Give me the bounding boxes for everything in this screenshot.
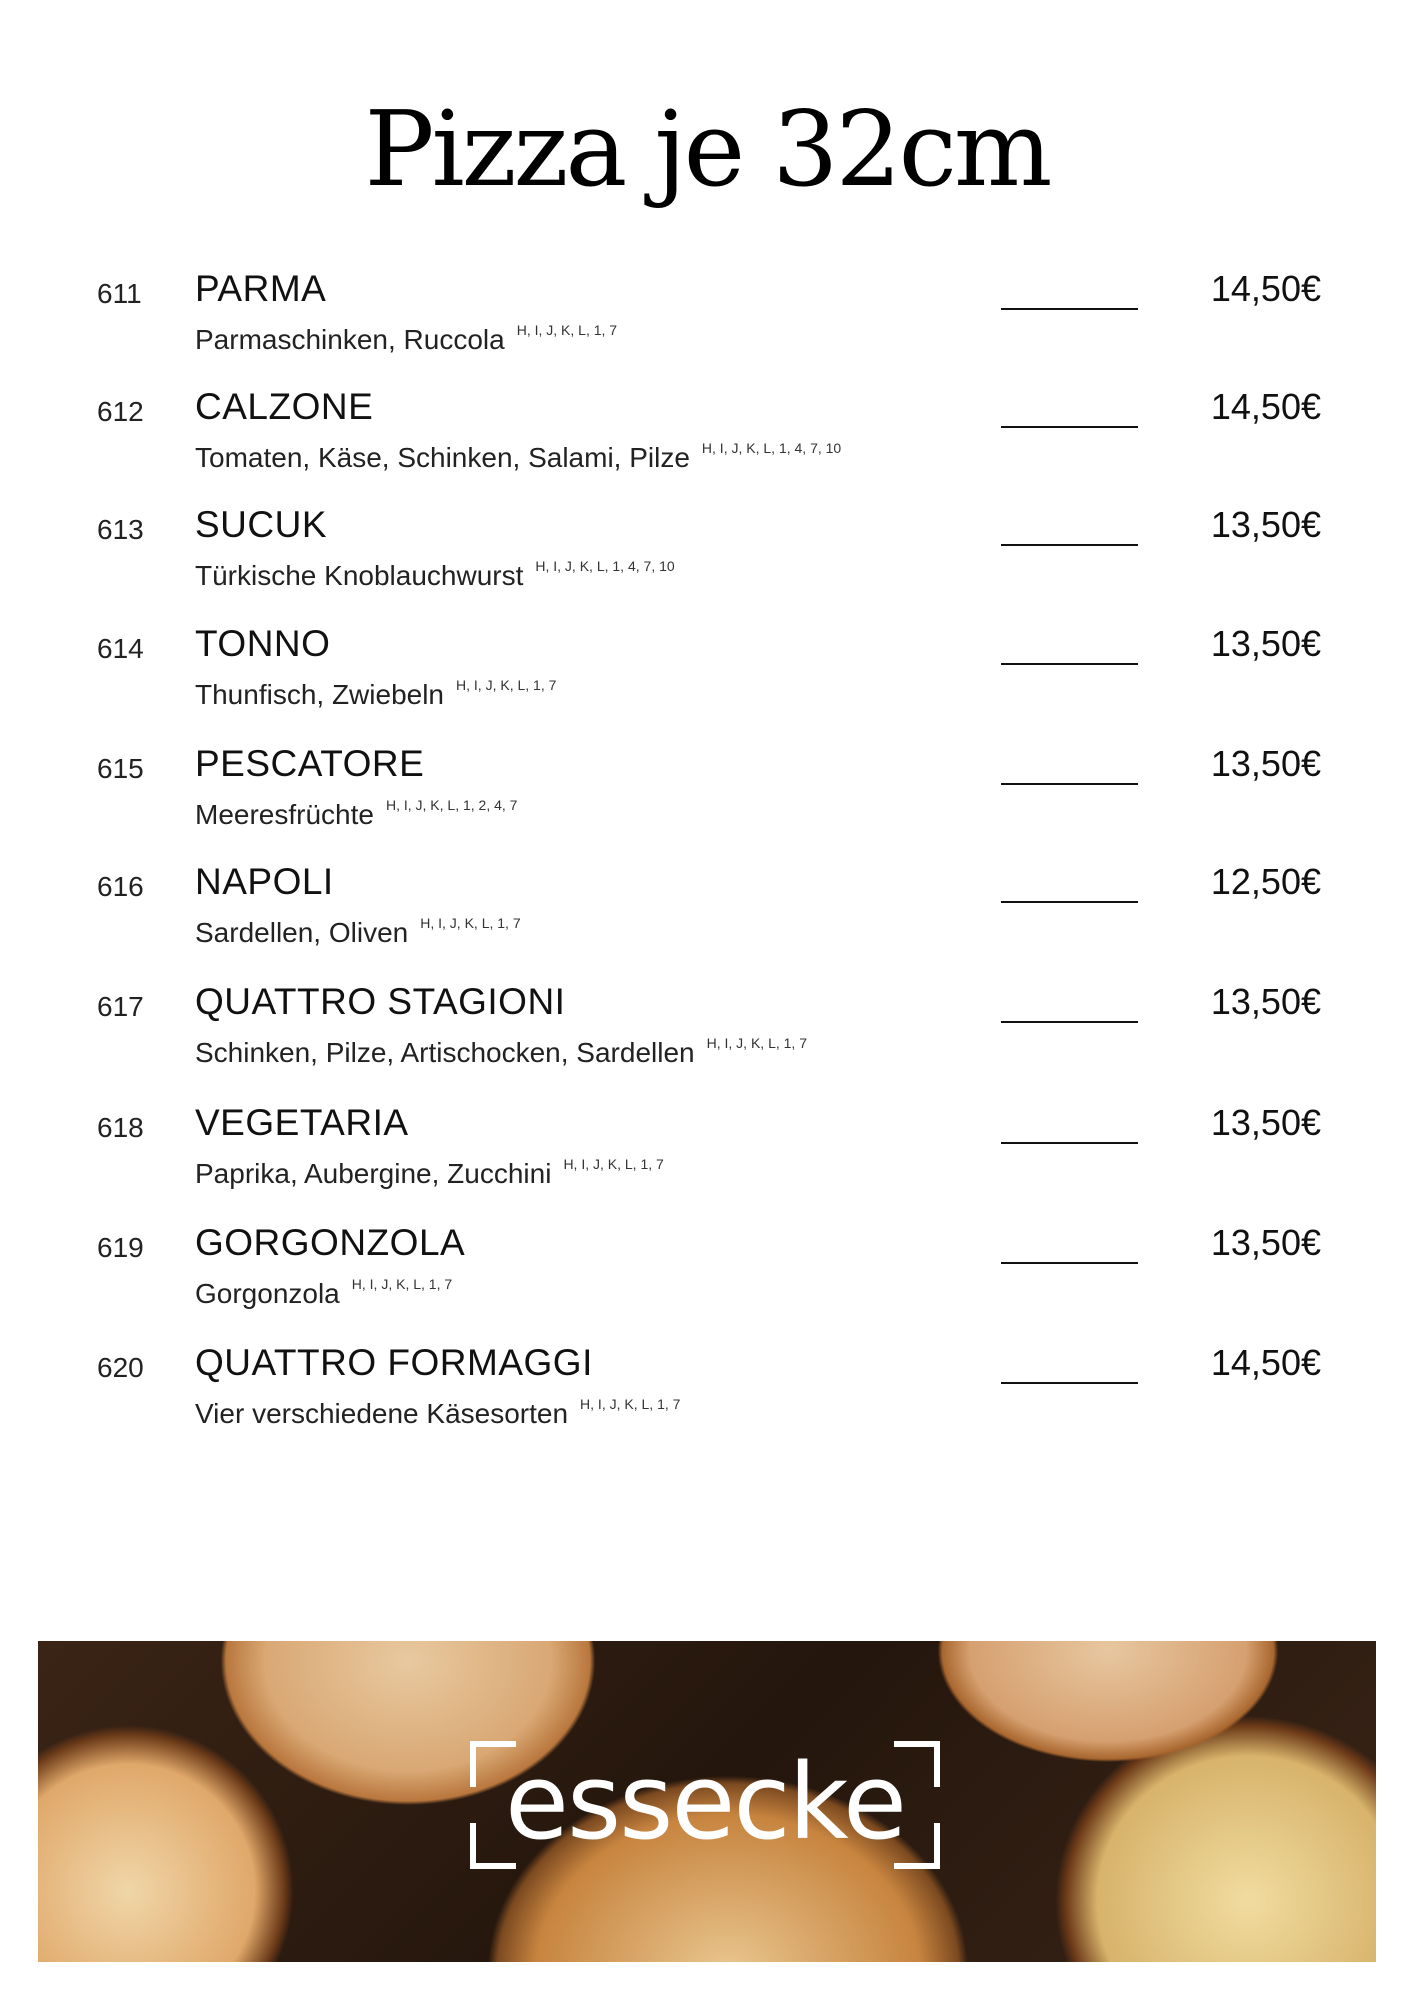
quantity-line [1001,901,1138,903]
item-allergens: H, I, J, K, L, 1, 7 [706,1035,807,1051]
menu-item [0,1102,1414,1212]
quantity-line [1001,1142,1138,1144]
item-price: 13,50€ [1210,743,1321,784]
item-price: 13,50€ [1210,504,1321,545]
item-description [195,1396,680,1430]
menu-item [0,1342,1414,1452]
item-name: NAPOLI [195,861,334,902]
pizza-banner-image [38,1641,1376,1962]
item-ingredients: Tomaten, Käse, Schinken, Salami, Pilze [195,442,690,473]
item-name: PARMA [195,268,327,309]
item-number: 611 [97,278,142,309]
item-number: 615 [97,753,144,784]
essecke-logo [470,1741,940,1869]
item-name: CALZONE [195,386,374,427]
item-price: 13,50€ [1210,981,1321,1022]
item-allergens: H, I, J, K, L, 1, 7 [456,677,557,693]
item-name: GORGONZOLA [195,1222,466,1263]
item-number: 618 [97,1112,144,1143]
quantity-line [1001,1262,1138,1264]
item-description [195,797,517,831]
item-price: 14,50€ [1210,268,1321,309]
item-name: TONNO [195,623,331,664]
item-number: 619 [97,1232,144,1263]
item-ingredients: Paprika, Aubergine, Zucchini [195,1158,552,1189]
quantity-line [1001,1021,1138,1023]
item-ingredients: Meeresfrüchte [195,799,374,830]
item-name: QUATTRO STAGIONI [195,981,566,1022]
item-description [195,915,521,949]
item-number: 612 [97,396,144,427]
item-price: 14,50€ [1210,1342,1321,1383]
item-description [195,1035,807,1069]
menu-item [0,386,1414,496]
item-allergens: H, I, J, K, L, 1, 7 [351,1276,453,1292]
menu-item [0,623,1414,733]
item-allergens: H, I, J, K, L, 1, 7 [563,1156,664,1172]
quantity-line [1001,308,1138,310]
item-description [195,558,675,592]
item-price: 13,50€ [1210,1102,1321,1143]
item-ingredients: Sardellen, Oliven [195,917,409,948]
item-price: 14,50€ [1210,386,1321,427]
item-description [195,1156,664,1190]
item-name: VEGETARIA [195,1102,409,1143]
menu-item [0,268,1414,378]
item-name: QUATTRO FORMAGGI [195,1342,593,1383]
item-price: 12,50€ [1210,861,1321,902]
item-allergens: H, I, J, K, L, 1, 7 [420,915,521,931]
quantity-line [1001,1382,1138,1384]
quantity-line [1001,783,1138,785]
logo-text: essecke [504,1741,906,1863]
menu-item [0,504,1414,614]
item-allergens: H, I, J, K, L, 1, 7 [580,1396,681,1412]
item-number: 617 [97,991,144,1022]
item-number: 616 [97,871,144,902]
item-allergens: H, I, J, K, L, 1, 4, 7, 10 [535,558,675,574]
quantity-line [1001,544,1138,546]
item-ingredients: Vier verschiedene Käsesorten [195,1398,569,1429]
item-number: 613 [97,514,144,545]
item-name: SUCUK [195,504,328,545]
item-ingredients: Gorgonzola [195,1278,340,1309]
item-description [195,440,841,474]
item-number: 620 [97,1352,144,1383]
item-price: 13,50€ [1210,623,1321,664]
item-ingredients: Thunfisch, Zwiebeln [195,679,445,710]
item-allergens: H, I, J, K, L, 1, 2, 4, 7 [385,797,518,813]
menu-item [0,861,1414,971]
item-number: 614 [97,633,144,664]
item-description [195,677,556,711]
item-ingredients: Türkische Knoblauchwurst [195,560,524,591]
item-allergens: H, I, J, K, L, 1, 4, 7, 10 [701,440,842,456]
item-description [195,322,617,356]
page-title: Pizza je 32cm [364,88,1050,210]
item-price: 13,50€ [1210,1222,1321,1263]
menu-item [0,981,1414,1091]
item-name: PESCATORE [195,743,425,784]
item-allergens: H, I, J, K, L, 1, 7 [516,322,618,338]
menu-item [0,743,1414,853]
menu-item [0,1222,1414,1332]
quantity-line [1001,426,1138,428]
item-description [195,1276,452,1310]
item-ingredients: Schinken, Pilze, Artischocken, Sardellen [195,1037,695,1068]
item-ingredients: Parmaschinken, Ruccola [195,324,505,355]
quantity-line [1001,663,1138,665]
